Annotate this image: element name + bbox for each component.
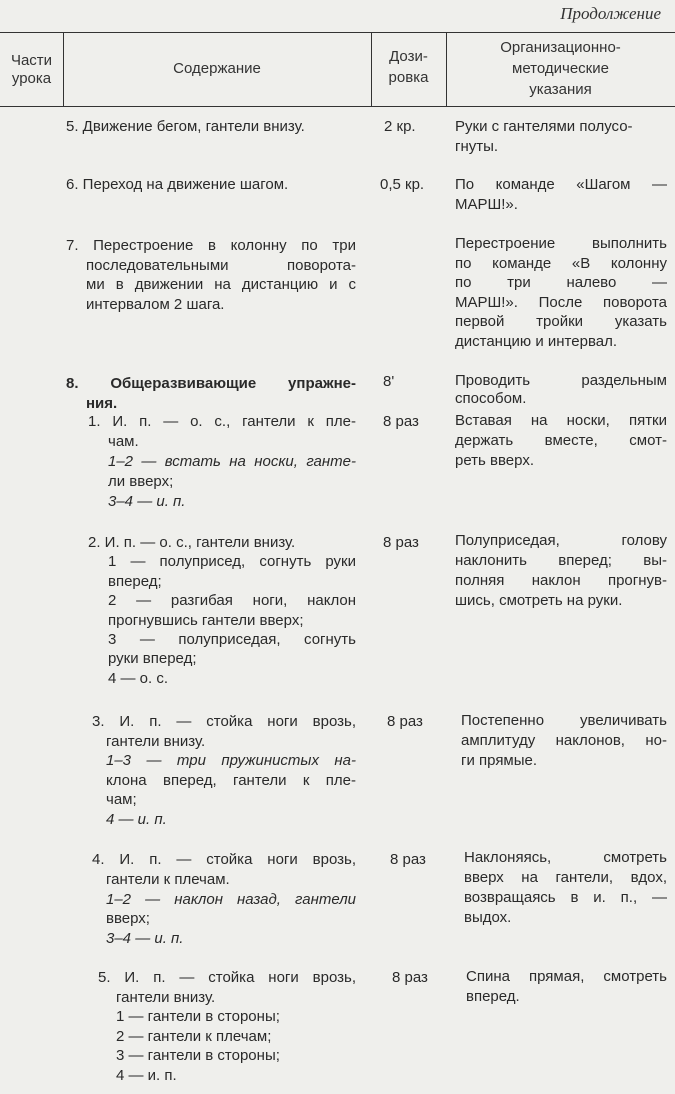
row5-content: 5. Движение бегом, гантели внизу. xyxy=(66,118,305,135)
content-line: 2. И. п. — о. с., гантели внизу. xyxy=(88,534,296,551)
title-line: ния. xyxy=(86,394,118,412)
content-line: 1 — полуприсед, согнуть руки xyxy=(108,553,356,571)
notes-line: ги прямые. xyxy=(461,752,538,769)
notes-line: МАРШ!». xyxy=(455,195,518,213)
notes-line: вперед. xyxy=(466,988,520,1005)
row8-notes xyxy=(455,372,667,408)
header-dosage xyxy=(371,46,446,88)
content-line: ли вверх; xyxy=(108,473,174,490)
notes-line: Постепенно увеличивать xyxy=(461,712,667,729)
notes-line: амплитуду наклонов, но- xyxy=(461,732,667,749)
content-line: чам; xyxy=(106,791,137,809)
title-line: 8. Общеразвивающие упражне- xyxy=(66,375,356,392)
header-content: Содержание xyxy=(173,60,261,77)
notes-line: МАРШ!». После поворота xyxy=(455,293,667,311)
header-dosage-line: ровка xyxy=(388,69,429,86)
content-line: чам. xyxy=(108,433,139,450)
notes-line: Вставая на носки, пятки xyxy=(455,412,667,429)
content-line: ми в движении на дистанцию и с xyxy=(86,276,356,293)
content-line: 2 — разгибая ноги, наклон xyxy=(108,592,356,610)
notes-line: Спина прямая, смотреть xyxy=(466,968,667,985)
content-line: 4 — и. п. xyxy=(116,1066,177,1084)
content-line: прогнувшись гантели вверх; xyxy=(108,611,304,629)
notes-line: полняя наклон прогнув- xyxy=(455,572,667,589)
notes-line: гнуты. xyxy=(455,137,499,155)
notes-line: дистанцию и интервал. xyxy=(455,332,618,350)
content-line: 1–2 — наклон назад, гантели xyxy=(106,890,356,908)
notes-line: первой тройки указать xyxy=(455,313,667,330)
row7-notes xyxy=(455,234,667,351)
content-line: 3 — полуприседая, согнуть xyxy=(108,631,356,649)
exercise-2-content xyxy=(88,533,356,688)
exercise-3-notes xyxy=(461,711,667,771)
notes-line: выдох. xyxy=(464,909,512,926)
exercise-2-notes xyxy=(455,531,667,611)
row6-content: 6. Переход на движение шагом. xyxy=(66,176,289,193)
notes-line: Руки с гантелями полусо- xyxy=(455,118,633,135)
content-line: гантели к плечам. xyxy=(106,870,230,888)
content-line: 5. И. п. — стойка ноги врозь, xyxy=(98,969,356,986)
row6-notes xyxy=(455,175,667,214)
content-line: 3–4 — и. п. xyxy=(106,930,184,948)
content-line: 2 — гантели к плечам; xyxy=(116,1027,272,1045)
row8-title xyxy=(66,374,356,413)
content-line: 3 — гантели в стороны; xyxy=(116,1047,280,1064)
content-line: 4 — о. с. xyxy=(108,669,169,687)
content-line: 1 — гантели в стороны; xyxy=(116,1008,280,1025)
header-parts-line: Части xyxy=(10,52,53,69)
exercise-5-content xyxy=(98,968,356,1085)
exercise-4-content xyxy=(92,850,356,949)
notes-line: держать вместе, смот- xyxy=(455,432,667,449)
header-notes xyxy=(446,37,675,100)
content-line: вверх; xyxy=(106,910,150,928)
content-line: 1. И. п. — о. с., гантели к пле- xyxy=(88,413,356,430)
content-line: 3–4 — и. п. xyxy=(108,493,186,510)
content-line: вперед; xyxy=(108,572,162,590)
continuation-label: Продолжение xyxy=(560,4,661,23)
exercise-1-notes xyxy=(455,411,667,471)
content-line: 1–2 — встать на носки, ганте- xyxy=(108,453,356,470)
header-notes-line: Организационно- xyxy=(500,39,621,56)
header-notes-line: указания xyxy=(529,81,592,98)
row7-content xyxy=(66,236,356,314)
row6-dose: 0,5 кр. xyxy=(380,176,425,193)
row8-dose: 8' xyxy=(383,373,395,390)
content-line: последовательными поворота- xyxy=(86,256,356,274)
row5-dose: 2 кр. xyxy=(384,118,416,135)
notes-line: По команде «Шагом — xyxy=(455,176,667,193)
exercise-4-notes xyxy=(464,848,667,928)
exercise-5-dose: 8 раз xyxy=(392,969,428,986)
content-line: руки вперед; xyxy=(108,650,197,668)
content-line: 4 — и. п. xyxy=(106,810,167,828)
content-line: клона вперед, гантели к пле- xyxy=(106,771,356,789)
content-line: 1–3 — три пружинистых на- xyxy=(106,752,356,770)
notes-line: Полуприседая, голову xyxy=(455,532,667,549)
notes-line: реть вверх. xyxy=(455,452,534,469)
row5-notes xyxy=(455,117,667,156)
notes-line: возвращаясь в и. п., — xyxy=(464,889,667,906)
content-line: гантели внизу. xyxy=(106,732,206,750)
table-header-rule xyxy=(0,106,675,107)
notes-line: шись, смотреть на руки. xyxy=(455,592,623,609)
table-top-rule xyxy=(0,32,675,33)
exercise-2-dose: 8 раз xyxy=(383,534,419,551)
notes-line: по команде «В колонну xyxy=(455,254,667,272)
content-line: 7. Перестроение в колонну по три xyxy=(66,237,356,254)
content-line: интервалом 2 шага. xyxy=(86,295,225,313)
header-dosage-line: Дози- xyxy=(389,48,428,65)
header-parts xyxy=(0,52,63,88)
notes-line: Проводить раздельным xyxy=(455,372,667,389)
header-notes-line: методические xyxy=(512,60,609,77)
notes-line: способом. xyxy=(455,390,527,407)
exercise-1-dose: 8 раз xyxy=(383,413,419,430)
exercise-3-dose: 8 раз xyxy=(387,713,423,730)
notes-line: Наклоняясь, смотреть xyxy=(464,849,667,866)
notes-line: наклонить вперед; вы- xyxy=(455,552,667,569)
notes-line: вверх на гантели, вдох, xyxy=(464,869,667,886)
header-parts-line: урока xyxy=(11,70,52,87)
content-line: 4. И. п. — стойка ноги врозь, xyxy=(92,851,356,868)
exercise-5-notes xyxy=(466,967,667,1007)
content-line: гантели внизу. xyxy=(116,988,216,1006)
exercise-3-content xyxy=(92,712,356,830)
notes-line: Перестроение выполнить xyxy=(455,235,667,252)
exercise-4-dose: 8 раз xyxy=(390,851,426,868)
notes-line: по три налево — xyxy=(455,274,667,291)
content-line: 3. И. п. — стойка ноги врозь, xyxy=(92,713,356,730)
exercise-1-content xyxy=(88,412,356,512)
